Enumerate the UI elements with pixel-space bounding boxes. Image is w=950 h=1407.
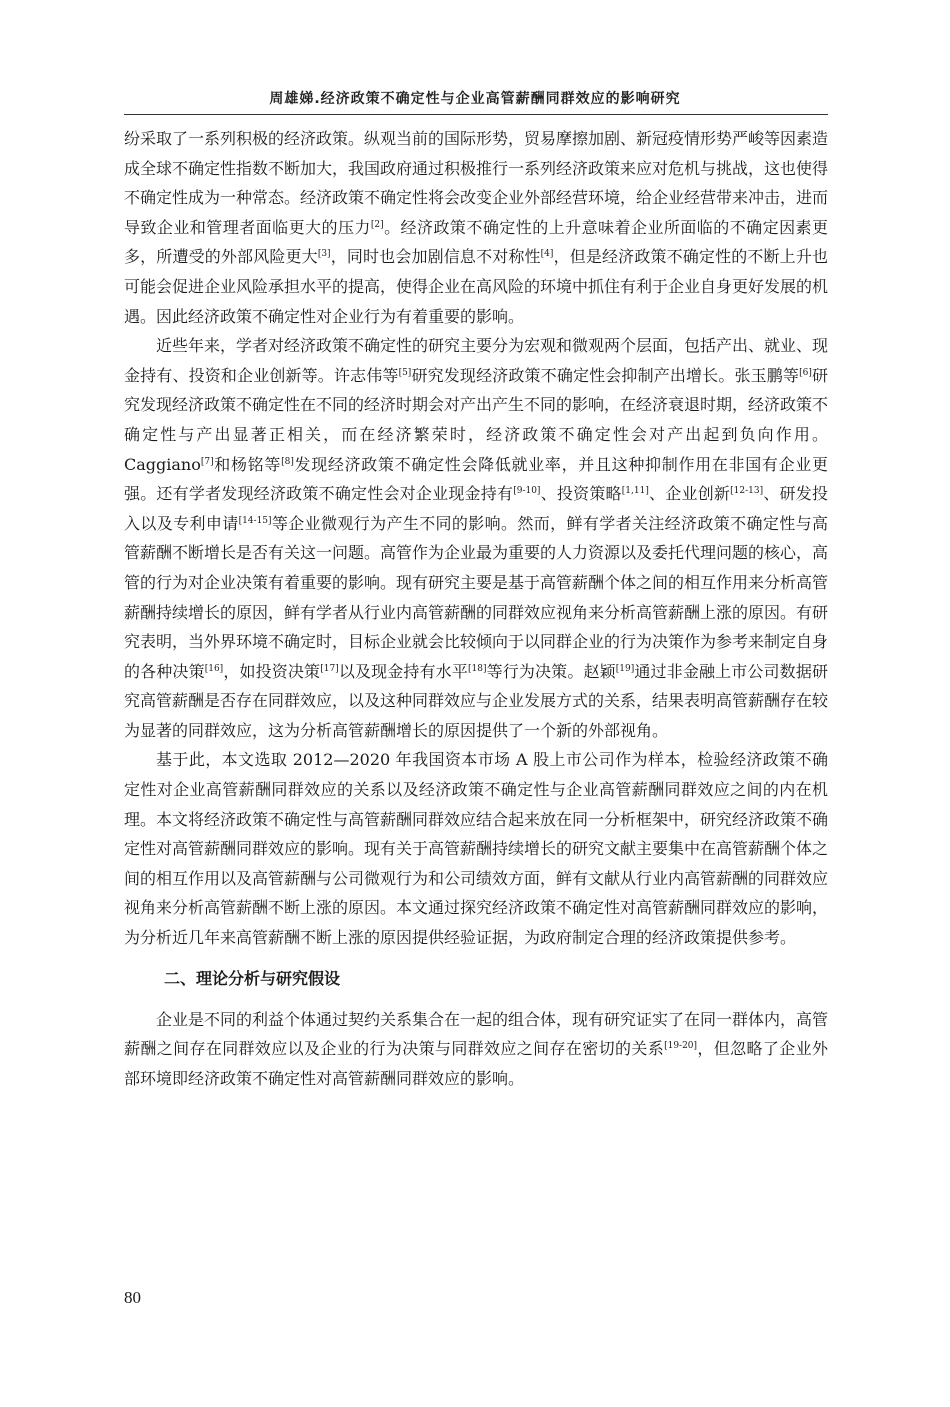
paragraph-text: 、研发投入以及专利申请 [124,484,828,533]
paragraph-text: 基于此，本文选取 2012—2020 年我国资本市场 A 股上市公司作为样本，检验经济政策不确定性对企业高管薪酬同群效应的关系以及经济政策不确定性与企业高管薪酬同群效应之间的内在机理。本文将经济政策不确定性与高管薪酬同群效应结合起来放在同一分析框架中，研究经济政策不确定性对高管薪酬同群效应的影响。现有关于高管薪酬持续增长的研究文献主要集中在高管薪酬个体之间的相互作用以及高管薪酬与公司微观行为和公司绩效方面，鲜有文献从行业内高管薪酬的同群效应视角来分析高管薪酬不断上涨的原因。本文通过探究经济政策不确定性对高管薪酬同群效应的影响，为分析近几年来高管薪酬不断上涨的原因提供经验证据，为政府制定合理的经济政策提供参考。 [124,750,829,948]
paragraph-text: ，如投资决策 [223,661,321,681]
citation-ref: [1,11] [621,486,649,497]
citation-ref: [12-13] [730,486,764,497]
paragraph-text: ，同时也会加剧信息不对称性 [330,247,541,267]
page-number: 80 [124,1288,141,1307]
citation-ref: [5] [398,367,412,378]
paragraph-text: 研究发现经济政策不确定性会抑制产出增长。张玉鹏等 [411,365,800,385]
citation-ref: [9-10] [513,486,541,497]
paragraph [124,124,828,331]
article-body [124,124,828,1093]
paragraph-text: 、企业创新 [648,484,731,504]
paragraph [124,745,828,952]
paragraph-text: 发现经济政策不确定性会降低就业率，并且这种抑制作用在非国有企业更强。还有学者发现经济政策不确定性会对企业现金持有 [124,454,828,504]
paragraph [124,331,828,745]
paragraphs-after-section [124,1005,828,1094]
header-rule [124,114,828,115]
citation-ref: [19] [615,663,635,674]
paragraph-text: 企业是不同的利益个体通过契约关系集合在一起的组合体，现有研究证实了在同一群体内，高管薪酬之间存在同群效应以及企业的行为决策与同群效应之间存在密切的关系 [124,1009,829,1059]
citation-ref: [8] [281,456,294,467]
paragraph-text: 研究发现经济政策不确定性在不同的经济时期会对产出产生不同的影响，在经济衰退时期，经济政策不确定性与产出显著正相关，而在经济繁荣时，经济政策不确定性会对产出起到负向作用。Caggiano [124,365,829,474]
paragraph [124,1005,828,1094]
citation-ref: [16] [204,663,224,674]
paragraph-text: 等行为决策。赵颖 [486,661,616,681]
citation-ref: [4] [540,249,554,260]
paragraphs-before-section [124,124,828,953]
citation-ref: [2] [370,219,384,230]
paragraph-text: 纷采取了一系列积极的经济政策。纵观当前的国际形势，贸易摩擦加剧、新冠疫情形势严峻等因素造成全球不确定性指数不断加大，我国政府通过积极推行一系列经济政策来应对危机与挑战，这也使得不确定性成为一种常态。经济政策不确定性将会改变企业外部经营环境，给企业经营带来冲击，进而导致企业和管理者面临更大的压力 [124,129,829,237]
citation-ref: [18] [467,663,487,674]
paragraph-text: 。经济政策不确定性的上升意味着企业所面临的不确定因素更多，所遭受的外部风险更大 [124,217,828,267]
paragraph-text: 近些年来，学者对经济政策不确定性的研究主要分为宏观和微观两个层面，包括产出、就业、现金持有、投资和企业创新等。许志伟等 [124,336,829,385]
paragraph-text: ，但忽略了企业外部环境即经济政策不确定性对高管薪酬同群效应的影响。 [124,1039,828,1088]
paragraph-text: 通过非金融上市公司数据研究高管薪酬是否存在同群效应，以及这种同群效应与企业发展方式的关系，结果表明高管薪酬存在较为显著的同群效应，这为分析高管薪酬增长的原因提供了一个新的外部视角。 [124,661,829,740]
citation-ref: [3] [317,249,331,260]
paragraph-text: ，但是经济政策不确定性的不断上升也可能会促进企业风险承担水平的提高，使得企业在高风险的环境中抓住有利于企业自身更好发展的机遇。因此经济政策不确定性对企业行为有着重要的影响。 [124,247,829,326]
paragraph-text: 等企业微观行为产生不同的影响。然而，鲜有学者关注经济政策不确定性与高管薪酬不断增长是否有关这一问题。高管作为企业最为重要的人力资源以及委托代理问题的核心，高管的行为对企业决策有着重要的影响。现有研究主要是基于高管薪酬个体之间的相互作用来分析高管薪酬持续增长的原因，鲜有学者从行业内高管薪酬的同群效应视角来分析高管薪酬上涨的原因。有研究表明，当外界环境不确定时，目标企业就会比较倾向于以同群企业的行为决策作为参考来制定自身的各种决策 [124,513,829,681]
citation-ref: [19-20] [664,1041,698,1052]
citation-ref: [17] [320,663,339,674]
citation-ref: [6] [799,367,812,378]
paragraph-text: 和杨铭等 [213,454,282,474]
section-heading: 二、理论分析与研究假设 [164,968,341,988]
running-head: 周雄娣.经济政策不确定性与企业高管薪酬同群效应的影响研究 [269,91,681,107]
citation-ref: [7] [200,456,214,467]
citation-ref: [14-15] [238,515,272,526]
paragraph-text: 、投资策略 [540,484,622,504]
paragraph-text: 以及现金持有水平 [338,661,468,681]
